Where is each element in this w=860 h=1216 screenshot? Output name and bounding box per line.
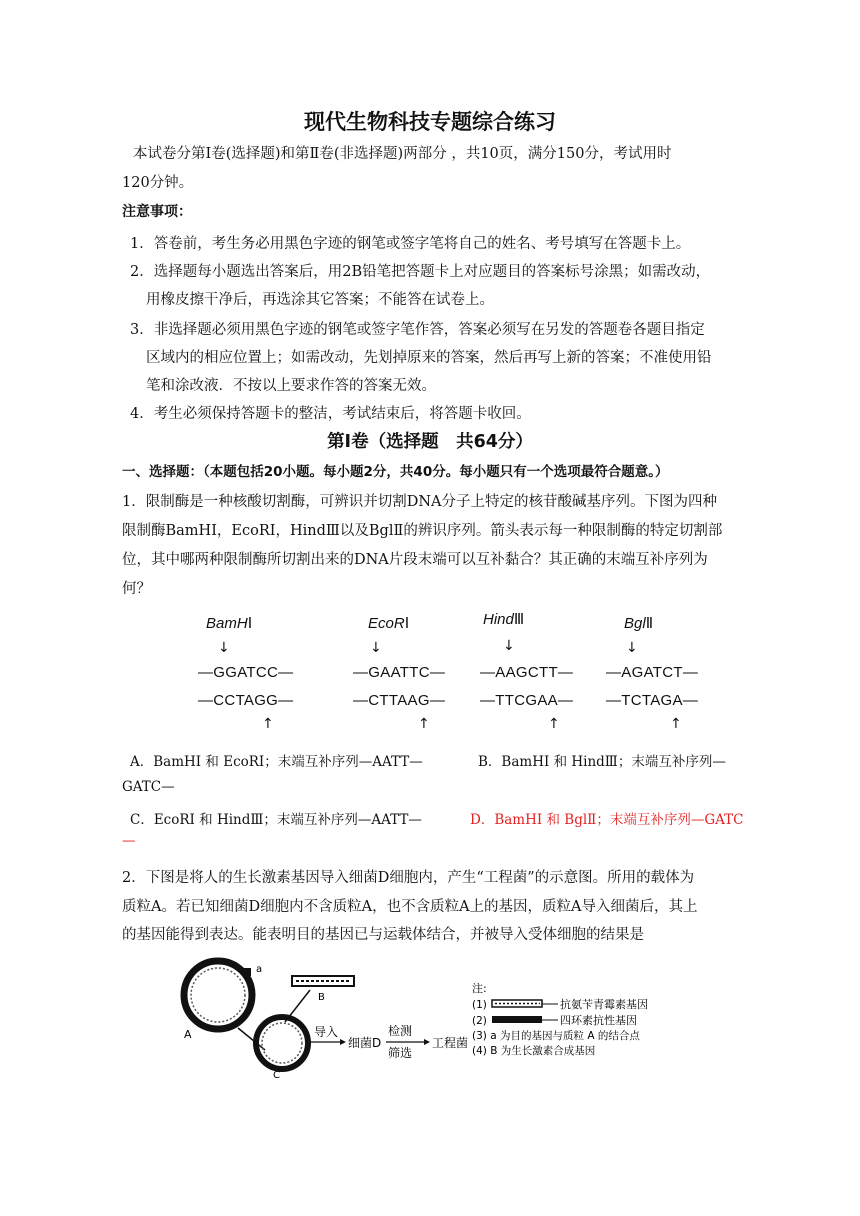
plasmid-a-icon (184, 961, 252, 1029)
down-arrow-icon: ↓ (626, 640, 638, 656)
up-arrow-icon: ↑ (262, 716, 274, 732)
q1-line-3: 位，其中哪两种限制酶所切割出来的DNA片段末端可以互补黏合？其正确的末端互补序列为 (122, 552, 708, 568)
tetracycline-gene-icon (492, 1016, 542, 1023)
notice-3-cont: 区域内的相应位置上；如需改动，先划掉原来的答案，然后再写上新的答案；不准使用铅 (146, 350, 712, 366)
label-C: C (273, 1070, 280, 1080)
label-A: A (184, 1028, 192, 1041)
option-d-cont: — (122, 833, 136, 849)
legend-item-1-num: (1) (472, 999, 487, 1011)
bamh1-top-strand: —GGATCC— (198, 664, 294, 681)
label-B: B (318, 992, 325, 1003)
notice-2-cont: 用橡皮擦干净后，再选涂其它答案；不能答在试卷上。 (146, 292, 494, 308)
notice-1: 1．答卷前，考生务必用黑色字迹的钢笔或签字笔将自己的姓名、考号填写在答题卡上。 (130, 236, 691, 252)
option-c: C．EcoRⅠ 和 HindⅢ；末端互补序列—AATT— (130, 812, 422, 828)
ecor1-top-strand: —GAATTC— (353, 664, 446, 681)
legend-item-3: (3) a 为目的基因与质粒 A 的结合点 (472, 1030, 640, 1042)
label-a: a (256, 964, 263, 975)
plasmid-diagram (170, 950, 730, 1080)
screen-label: 筛选 (388, 1046, 413, 1060)
hind3-bottom-strand: —TTCGAA— (480, 692, 574, 709)
legend-item-1: 抗氨苄青霉素基因 (560, 998, 648, 1011)
option-b: B．BamHⅠ 和 HindⅢ；末端互补序列— (478, 754, 726, 770)
notice-3-cont2: 笔和涂改液．不按以上要求作答的答案无效。 (146, 378, 436, 394)
intro-line-1: 本试卷分第Ⅰ卷(选择题)和第Ⅱ卷(非选择题)两部分 ，共10页，满分150分，考试用时 (133, 146, 672, 162)
bgl2-bottom-strand: —TCTAGA— (606, 692, 699, 709)
q1-line-4: 何？ (122, 581, 151, 597)
detect-label: 检测 (388, 1024, 413, 1038)
ecor1-bottom-strand: —CTTAAG— (353, 692, 446, 709)
option-b-cont: GATC— (122, 779, 175, 795)
notice-title: 注意事项： (122, 204, 192, 220)
down-arrow-icon: ↓ (503, 638, 515, 654)
legend-item-2-num: (2) (472, 1015, 487, 1027)
enzyme-bamh1-label: BamHⅠ (206, 615, 253, 632)
legend-title: 注: (472, 982, 487, 995)
enzyme-ecor1-label: EcoRⅠ (368, 615, 410, 632)
notice-4: 4．考生必须保持答题卡的整洁，考试结束后，将答题卡收回。 (130, 406, 531, 422)
enzyme-bgl2-label: BglⅡ (624, 615, 654, 632)
q1-line-2: 限制酶BamHⅠ，EcoRⅠ，HindⅢ以及BglⅡ的辨识序列。箭头表示每一种限制酶的特定切割部 (122, 523, 723, 539)
option-d: D．BamHⅠ 和 BglⅡ；末端互补序列—GATC (470, 812, 744, 828)
intro-line-2: 120分钟。 (122, 175, 194, 191)
hind3-top-strand: —AAGCTT— (480, 664, 574, 681)
q2-line-1: 2．下图是将人的生长激素基因导入细菌D细胞内，产生“工程菌”的示意图。所用的载体为 (122, 870, 695, 886)
up-arrow-icon: ↑ (670, 716, 682, 732)
up-arrow-icon: ↑ (548, 716, 560, 732)
bacteria-d-label: 细菌D (348, 1036, 382, 1050)
q1-line-1: 1．限制酶是一种核酸切割酶，可辨识并切割DNA分子上特定的核苷酸碱基序列。下图为四种 (122, 494, 718, 510)
notice-2: 2．选择题每小题选出答案后，用2B铅笔把答题卡上对应题目的答案标号涂黑；如需改动， (130, 264, 711, 280)
section-1-title: 第Ⅰ卷（选择题 共64分） (327, 432, 533, 452)
option-a: A．BamHⅠ 和 EcoRⅠ；末端互补序列—AATT— (130, 754, 423, 770)
down-arrow-icon: ↓ (370, 640, 382, 656)
page-title: 现代生物科技专题综合练习 (304, 110, 556, 134)
legend-item-4: (4) B 为生长激素合成基因 (472, 1045, 596, 1057)
enzyme-hind3-label: HindⅢ (483, 611, 525, 628)
bamh1-bottom-strand: —CCTAGG— (198, 692, 294, 709)
bgl2-top-strand: —AGATCT— (606, 664, 699, 681)
notice-3: 3．非选择题必须用黑色字迹的钢笔或签字笔作答，答案必须写在另发的答题卷各题目指定 (130, 322, 705, 338)
result-label: 工程菌 (432, 1036, 469, 1050)
plasmid-c-icon (256, 1017, 308, 1069)
q2-line-2: 质粒A。若已知细菌D细胞内不含质粒A，也不含质粒A上的基因，质粒A导入细菌后，其上 (122, 899, 698, 915)
legend-item-2: 四环素抗性基因 (560, 1014, 637, 1027)
q2-line-3: 的基因能得到表达。能表明目的基因已与运载体结合，并被导入受体细胞的结果是 (122, 927, 644, 943)
part-1-header: 一、选择题：（本题包括20小题。每小题2分，共40分。每小题只有一个选项最符合题意。） (122, 464, 669, 480)
up-arrow-icon: ↑ (418, 716, 430, 732)
import-label: 导入 (314, 1025, 339, 1039)
down-arrow-icon: ↓ (218, 640, 230, 656)
